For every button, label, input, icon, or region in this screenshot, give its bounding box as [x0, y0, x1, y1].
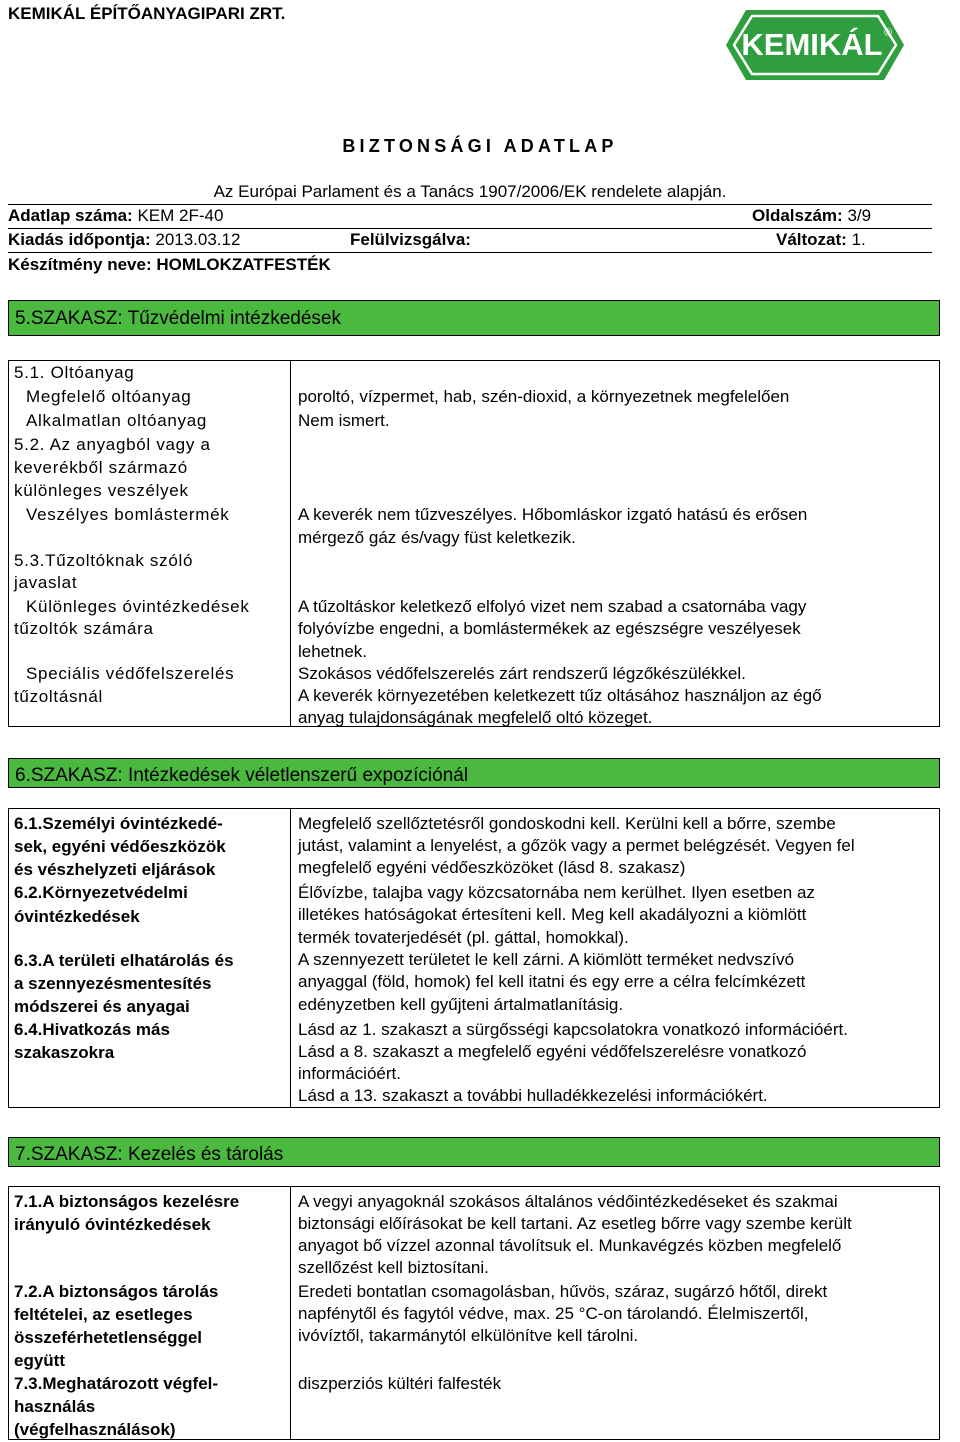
s5-left-line: tűzoltásnál	[14, 687, 103, 706]
company-name: KEMIKÁL ÉPÍTŐANYAGIPARI ZRT.	[8, 4, 286, 23]
product-name	[8, 255, 331, 275]
s6-right-line: információért.	[298, 1064, 401, 1083]
section-6-table	[8, 808, 940, 1108]
s7-left-line: 7.2.A biztonságos tárolás	[14, 1282, 219, 1301]
section-7-table	[8, 1186, 940, 1440]
s5-right-line: A keverék nem tűzveszélyes. Hőbomláskor izgató hatású és erősen	[298, 505, 808, 524]
version-value: 1.	[851, 230, 866, 249]
s6-right-line: jutást, valamint a lenyelést, a gőzök vagy a permet belégzését. Vegyen fel	[298, 836, 855, 855]
s5-right-line: A tűzoltáskor keletkező elfolyó vizet nem szabad a csatornába vagy	[298, 597, 807, 616]
s5-right-line: Nem ismert.	[298, 411, 390, 430]
s7-left-line: irányuló óvintézkedések	[14, 1215, 211, 1234]
s5-left-line: Alkalmatlan oltóanyag	[26, 411, 208, 430]
logo-shape-icon	[726, 10, 904, 80]
page-number-value: 3/9	[847, 206, 872, 225]
s6-left-line: és vészhelyzeti eljárások	[14, 860, 216, 879]
regulation-line: Az Európai Parlament és a Tanács 1907/2006/EK rendelete alapján.	[213, 182, 727, 201]
s6-right-line: anyaggal (föld, homok) fel kell itatni és egy erre a célra felcímkézett	[298, 972, 806, 991]
s5-right-line: folyóvízbe engedni, a bomlástermékek az egészségre veszélyesek	[298, 619, 801, 638]
section-7-title: 7.SZAKASZ: Kezelés és tárolás	[8, 1137, 940, 1167]
s6-right-line: Lásd az 1. szakaszt a sürgősségi kapcsolatokra vonatkozó információért.	[298, 1020, 848, 1039]
divider	[8, 204, 932, 205]
s5-left-line: Különleges óvintézkedések	[26, 597, 250, 616]
s5-right-line: lehetnek.	[298, 642, 367, 661]
s6-right-line: Lásd a 8. szakaszt a megfelelő egyéni védőfelszerelésre vonatkozó	[298, 1042, 807, 1061]
s7-left-line: 7.3.Meghatározott végfel-	[14, 1374, 219, 1393]
s5-left-line: különleges veszélyek	[14, 481, 189, 500]
s6-right-line: illetékes hatóságokat értesíteni kell. Meg kell akadályozni a kiömlött	[298, 905, 807, 924]
s6-left-line: 6.4.Hivatkozás más	[14, 1020, 170, 1039]
s7-left-line: összeférhetetlenséggel	[14, 1328, 203, 1347]
product-name-label: Készítmény neve:	[8, 255, 152, 274]
s5-right-line: anyag tulajdonságának megfelelő oltó közeget.	[298, 708, 653, 727]
s5-left-line: javaslat	[14, 573, 78, 592]
s7-right-line: biztonsági előírásokat be kell tartani. Az esetleg bőrre vagy szembe került	[298, 1214, 852, 1233]
s7-right-line: A vegyi anyagoknál szokásos általános védőintézkedéseket és szakmai	[298, 1192, 838, 1211]
s6-right-line: Lásd a 13. szakaszt a további hulladékkezelési információkért.	[298, 1086, 768, 1105]
s5-left-line: 5.1. Oltóanyag	[14, 363, 135, 382]
s6-right-line: megfelelő egyéni védőeszközöket (lásd 8. szakasz)	[298, 858, 686, 877]
s6-left-line: óvintézkedések	[14, 907, 140, 926]
version	[776, 230, 866, 250]
s7-right-line: szellőzést kell biztosítani.	[298, 1258, 489, 1277]
review-label: Felülvizsgálva:	[350, 230, 471, 249]
s5-left-line: tűzoltók számára	[14, 619, 154, 638]
s7-left-line: 7.1.A biztonságos kezelésre	[14, 1192, 240, 1211]
s7-right-line: diszperziós kültéri falfesték	[298, 1374, 502, 1393]
s6-left-line: 6.2.Környezetvédelmi	[14, 883, 188, 902]
issue-date	[8, 230, 240, 250]
s6-left-line: 6.3.A területi elhatárolás és	[14, 951, 234, 970]
column-divider	[290, 1186, 291, 1440]
s6-right-line: Megfelelő szellőztetésről gondoskodni kell. Kerülni kell a bőrre, szembe	[298, 814, 836, 833]
s6-right-line: A szennyezett területet le kell zárni. A kiömlött terméket nedvszívó	[298, 950, 795, 969]
s6-left-line: módszerei és anyagai	[14, 997, 190, 1016]
version-label: Változat:	[776, 230, 847, 249]
column-divider	[290, 808, 291, 1108]
s5-left-line: 5.2. Az anyagból vagy a	[14, 435, 211, 454]
s5-right-line: poroltó, vízpermet, hab, szén-dioxid, a környezetnek megfelelően	[298, 387, 790, 406]
page-number-label: Oldalszám:	[752, 206, 843, 225]
document-title: BIZTONSÁGI ADATLAP	[342, 136, 618, 156]
s6-left-line: sek, egyéni védőeszközök	[14, 837, 226, 856]
s5-right-line: mérgező gáz és/vagy füst keletkezik.	[298, 528, 576, 547]
issue-date-label: Kiadás időpontja:	[8, 230, 151, 249]
kemikal-logo	[726, 10, 904, 80]
s5-left-line: keverékből származó	[14, 458, 188, 477]
section-5-title: 5.SZAKASZ: Tűzvédelmi intézkedések	[8, 300, 940, 336]
s6-right-line: edényzetben kell gyűjteni ártalmatlanításig.	[298, 995, 624, 1014]
s5-left-line: 5.3.Tűzoltóknak szóló	[14, 551, 194, 570]
s6-right-line: termék tovaterjedését (pl. gáttal, homokkal).	[298, 928, 629, 947]
divider	[8, 228, 932, 229]
page-number	[752, 206, 871, 226]
sheet-number-label: Adatlap száma:	[8, 206, 133, 225]
sheet-number	[8, 206, 223, 226]
section-6-title: 6.SZAKASZ: Intézkedések véletlenszerű expozíciónál	[8, 758, 940, 788]
column-divider	[290, 360, 291, 727]
s5-left-line: Veszélyes bomlástermék	[26, 505, 230, 524]
issue-date-value: 2013.03.12	[155, 230, 241, 249]
s7-left-line: feltételei, az esetleges	[14, 1305, 193, 1324]
s7-left-line: együtt	[14, 1351, 65, 1370]
s7-right-line: anyagot bő vízzel azonnal távolítsuk el. Munkavégzés közben megfelelő	[298, 1236, 842, 1255]
s7-right-line: ivóvíztől, takarmánytól elkülönítve kell tárolni.	[298, 1326, 639, 1345]
s5-left-line: Megfelelő oltóanyag	[26, 387, 192, 406]
s6-left-line: 6.1.Személyi óvintézkedé-	[14, 814, 223, 833]
s7-left-line: használás	[14, 1397, 96, 1416]
logo-registered: ®	[884, 27, 893, 39]
s5-right-line: Szokásos védőfelszerelés zárt rendszerű légzőkészülékkel.	[298, 664, 746, 683]
s5-right-line: A keverék környezetében keletkezett tűz oltásához használjon az égő	[298, 686, 822, 705]
sheet-number-value: KEM 2F-40	[137, 206, 224, 225]
s7-left-line: (végfelhasználások)	[14, 1420, 176, 1439]
s6-right-line: Élővízbe, talajba vagy közcsatornába nem kerülhet. Ilyen esetben az	[298, 883, 815, 902]
product-name-value: HOMLOKZATFESTÉK	[156, 255, 331, 274]
section-5-table	[8, 360, 940, 727]
divider	[8, 252, 932, 253]
s6-left-line: szakaszokra	[14, 1043, 115, 1062]
s7-right-line: Eredeti bontatlan csomagolásban, hűvös, száraz, sugárzó hőtől, direkt	[298, 1282, 828, 1301]
s5-left-line: Speciális védőfelszerelés	[26, 664, 235, 683]
logo-text: KEMIKÁL	[741, 27, 883, 62]
s6-left-line: a szennyezésmentesítés	[14, 974, 212, 993]
s7-right-line: napfénytől és fagytól védve, max. 25 °C-on tárolandó. Élelmiszertől,	[298, 1304, 809, 1323]
